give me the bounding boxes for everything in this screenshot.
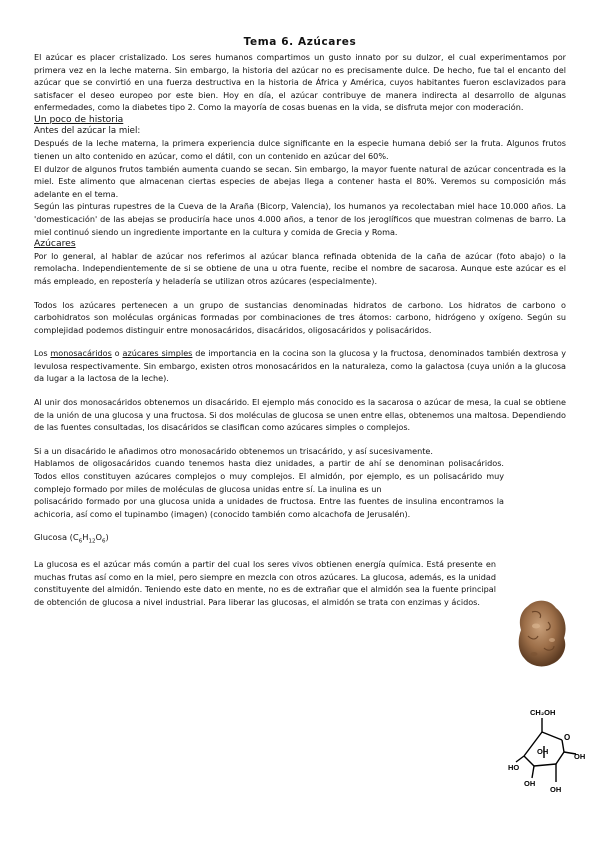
history-paragraph-3: Según las pinturas rupestres de la Cueva de la Araña (Bicorp, Valencia), los humanos ya recolectaban miel hace 10.000 años. La 'domesticación' de las abejas se produciría hace unos 4.000 años, a tenor de los jeroglíficos que muestran colmenas de barro. La miel continuó siendo un ingrediente importante en la cultura y comida de Grecia y Roma. xyxy=(34,201,566,237)
history-heading: Un poco de historia xyxy=(34,113,124,125)
ring-oxygen-label: O xyxy=(564,733,571,742)
azucares-heading: Azúcares xyxy=(34,238,76,250)
p3-pre: Los xyxy=(34,348,51,359)
azucares-simples-term: azúcares simples xyxy=(122,348,193,359)
monosacaridos-term: monosacáridos xyxy=(50,348,112,359)
azucares-paragraph-2: Todos los azúcares pertenecen a un grupo de sustancias denominadas hidratos de carbono. Los hidratos de carbono o carbohidratos son moléculas orgánicas formadas por combinaciones de tres átomos: carbono, hidrógeno y oxígeno. Según su complejidad podemos distinguir entre monosacáridos, disacáridos, oligosacáridos y polisacáridos. xyxy=(34,299,566,335)
oh-label-d: OH xyxy=(550,785,562,794)
p3-post: de importancia en la cocina son la glucosa y la fructosa, denominados también dextrosa y levulosa respectivamente. Sin embargo, existen otros monosacáridos en la naturaleza, como la galactosa (cuya unión a la glucosa da lugar a la lactosa de la leche). xyxy=(34,348,567,384)
azucares-paragraph-1: Por lo general, al hablar de azúcar nos referimos al azúcar blanca refinada obtenida de la caña de azúcar (foto abajo) o la remolacha. Independientemente de si se obtiene de una u otra fuente, recibe el nombre de sacarosa. Aunque este azúcar es el más empleado, en repostería y heladería se utilizan otros azúcares (especialmente). xyxy=(34,250,566,286)
oh-label-b: OH xyxy=(574,752,586,761)
oh-label-a: OH xyxy=(537,747,549,756)
azucares-paragraph-5c: polisacárido formado por una glucosa unida a unidades de fructosa. Entre las fuentes de insulina encontramos la achicoria, así como el tupinambo (imagen) (conocido también como alcachofa de Jerusalén). xyxy=(34,496,504,519)
glucosa-heading: Glucosa $(C_6H_{12}O_6)$ xyxy=(34,532,109,546)
ho-label: HO xyxy=(508,763,520,772)
ch2oh-label: CH₂OH xyxy=(530,708,556,717)
azucares-paragraph-5b: Hablamos de oligosacáridos cuando tenemos hasta diez unidades, a partir de ahí se denominan polisacáridos. Todos ellos constituyen azúcares complejos o muy complejos. El almidón, por ejemplo, es un polisacárido muy complejo formado por miles de moléculas de glucosa unidas entre sí. La inulina es un xyxy=(34,458,504,494)
history-paragraph-2: El dulzor de algunos frutos también aumenta cuando se secan. Sin embargo, la mayor fuente natural de azúcar concentrada es la miel. Este alimento que almacenan ciertas especies de abejas llega a contener hasta el 80%. Veremos su composición más adelante en el tema. xyxy=(34,163,566,199)
p3-mid: o xyxy=(111,348,123,359)
page-title: Tema 6. Azúcares xyxy=(243,36,357,48)
azucares-paragraph-5a: Si a un disacárido le añadimos otro monosacárido obtenemos un trisacárido, y así sucesivamente. xyxy=(34,445,433,456)
azucares-paragraph-4: Al unir dos monosacáridos obtenemos un disacárido. El ejemplo más conocido es la sacarosa o azúcar de mesa, la cual se obtiene de la unión de una glucosa y una fructosa. Si dos moléculas de glucosa se unen entre ellas, obtenemos una maltosa. Dependiendo de las fuentes consultadas, los disacáridos se clasifican como azúcares simples o complejos. xyxy=(34,397,566,433)
intro-paragraph: El azúcar es placer cristalizado. Los seres humanos compartimos un gusto innato por su dulzor, el cual experimentamos por primera vez en la leche materna. Sin embargo, la historia del azúcar no es precisamente dulce. De hecho, fue tal el encanto del azúcar que se convirtió en una fuerza destructiva en la historia de África y América, cuyos habitantes fueron esclavizados para satisfacer el deseo europeo por este bien. Hoy en día, el azúcar contribuye de manera indirecta al desarrollo de algunas enfermedades, como la diabetes tipo 2. Como la mayoría de cosas buenas en la vida, se disfruta mejor con moderación. xyxy=(34,52,566,113)
document-page xyxy=(34,36,566,608)
history-subheading: Antes del azúcar la miel: xyxy=(34,126,141,137)
oh-label-c: OH xyxy=(524,779,536,788)
azucares-paragraph-3 xyxy=(34,347,566,385)
glucosa-paragraph: La glucosa es el azúcar más común a partir del cual los seres vivos obtienen energía química. Está presente en muchas frutas así como en la miel, pero siempre en mezcla con otros azúcares. La glucosa, además, es la unidad constituyente del almidón. Teniendo este dato en mente, no es de extrañar que el almidón sea la fuente principal de obtención de glucosa a nivel industrial. Para liberar las glucosas, el almidón se trata con enzimas y ácidos. xyxy=(34,559,496,607)
tupinambo-image xyxy=(514,596,570,670)
glucose-structure-diagram xyxy=(508,704,588,796)
history-paragraph-1: Después de la leche materna, la primera experiencia dulce significante en la especie humana debió ser la fruta. Algunos frutos tienen un alto contenido en azúcar, como el dátil, con un contenido en azúcar del 60%. xyxy=(34,138,566,162)
